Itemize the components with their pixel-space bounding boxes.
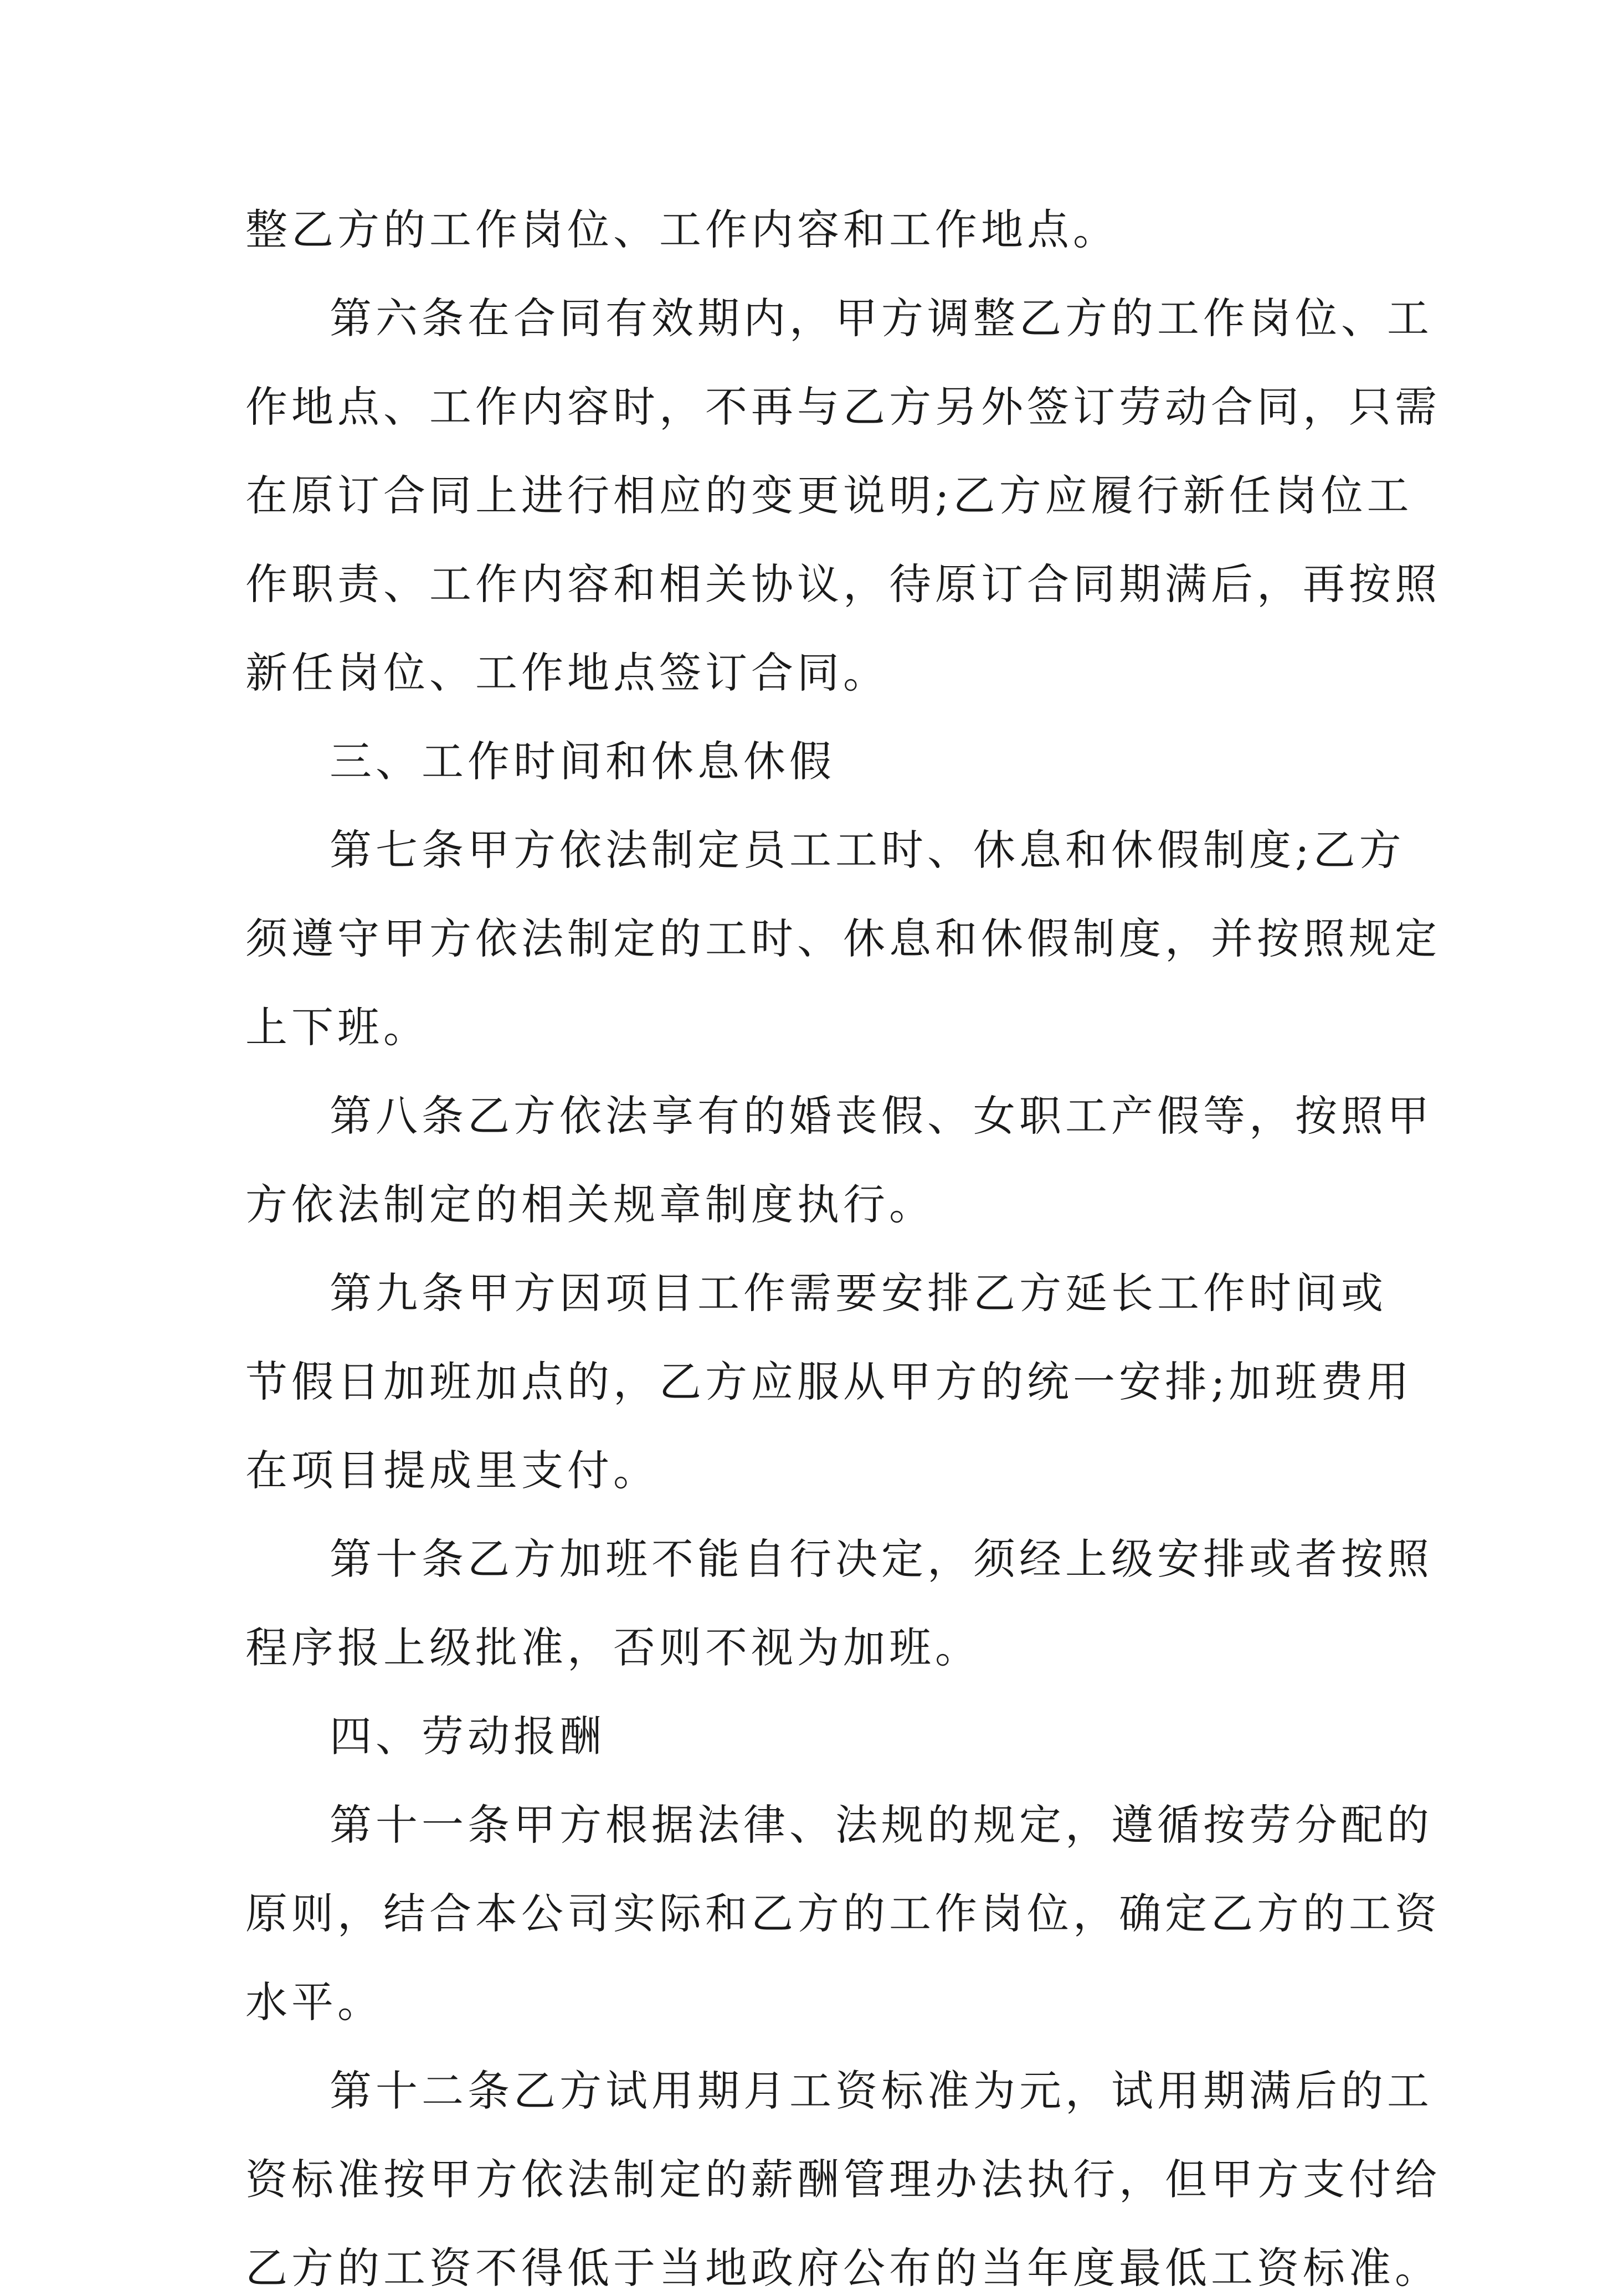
text-line: 节假日加班加点的，乙方应服从甲方的统一安排;加班费用 xyxy=(245,1357,1413,1406)
text-line: 水平。 xyxy=(245,1977,383,2027)
text-line: 须遵守甲方依法制定的工时、休息和休假制度，并按照规定 xyxy=(245,914,1441,963)
text-line: 新任岗位、工作地点签订合同。 xyxy=(245,648,889,697)
text-line: 乙方的工资不得低于当地政府公布的当年度最低工资标准。 xyxy=(245,2243,1441,2293)
article-6-line: 第六条在合同有效期内，甲方调整乙方的工作岗位、工 xyxy=(330,294,1433,343)
text-line: 程序报上级批准，否则不视为加班。 xyxy=(245,1623,981,1672)
text-line: 上下班。 xyxy=(245,1003,429,1052)
section-heading: 三、工作时间和休息休假 xyxy=(330,737,835,786)
article-12-line: 第十二条乙方试用期月工资标准为元，试用期满后的工 xyxy=(330,2066,1433,2115)
text-line: 在原订合同上进行相应的变更说明;乙方应履行新任岗位工 xyxy=(245,471,1413,520)
text-line: 作地点、工作内容时，不再与乙方另外签订劳动合同，只需 xyxy=(245,382,1441,432)
article-11-line: 第十一条甲方根据法律、法规的规定，遵循按劳分配的 xyxy=(330,1800,1433,1850)
text-line: 方依法制定的相关规章制度执行。 xyxy=(245,1180,935,1229)
article-9-line: 第九条甲方因项目工作需要安排乙方延长工作时间或 xyxy=(330,1268,1387,1318)
article-10-line: 第十条乙方加班不能自行决定，须经上级安排或者按照 xyxy=(330,1534,1433,1584)
section-heading: 四、劳动报酬 xyxy=(330,1712,605,1761)
article-7-line: 第七条甲方依法制定员工工时、休息和休假制度;乙方 xyxy=(330,825,1405,875)
text-line: 作职责、工作内容和相关协议，待原订合同期满后，再按照 xyxy=(245,559,1441,609)
text-line: 原则，结合本公司实际和乙方的工作岗位，确定乙方的工资 xyxy=(245,1889,1441,1938)
article-8-line: 第八条乙方依法享有的婚丧假、女职工产假等，按照甲 xyxy=(330,1091,1433,1141)
text-line: 在项目提成里支付。 xyxy=(245,1446,659,1495)
text-line: 整乙方的工作岗位、工作内容和工作地点。 xyxy=(245,205,1119,254)
text-line: 资标准按甲方依法制定的薪酬管理办法执行，但甲方支付给 xyxy=(245,2155,1441,2204)
